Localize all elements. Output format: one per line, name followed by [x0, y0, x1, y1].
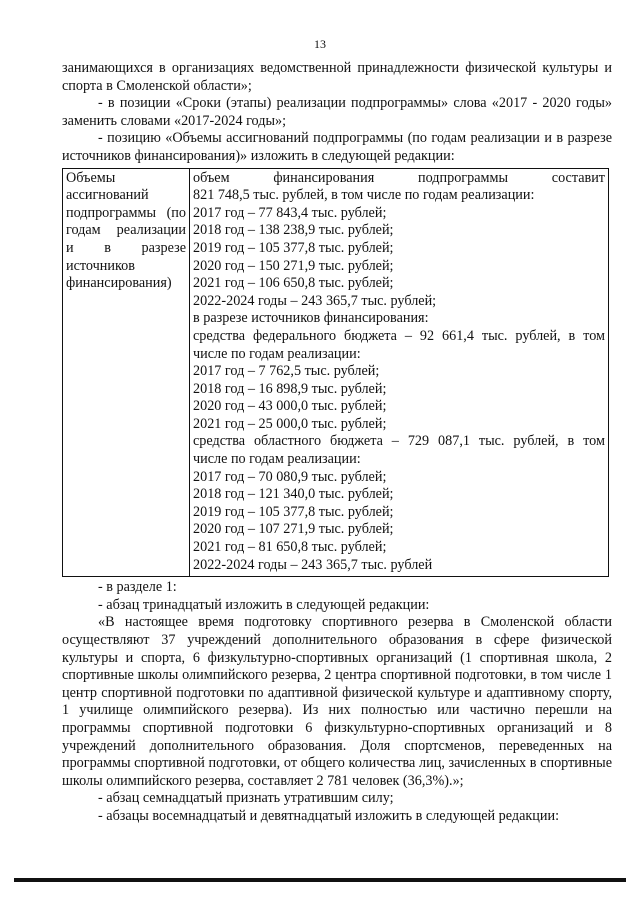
value-line: средства областного бюджета – 729 087,1 тыс. рублей, в том — [193, 433, 605, 450]
value-line: 2019 год – 105 377,8 тыс. рублей; — [193, 239, 394, 256]
value-line: 2020 год – 107 271,9 тыс. рублей; — [193, 521, 394, 538]
value-line: 2022-2024 годы – 243 365,7 тыс. рублей; — [193, 292, 437, 309]
funding-table-value-cell — [190, 168, 609, 577]
value-line: 2021 год – 25 000,0 тыс. рублей; — [193, 415, 387, 432]
paragraph-13-instruction: - абзац тринадцатый изложить в следующей редакции: — [98, 596, 430, 613]
value-line: средства федерального бюджета – 92 661,4 тыс. рублей, в том — [193, 327, 605, 344]
value-line: 2017 год – 77 843,4 тыс. рублей; — [193, 204, 387, 221]
funding-table-label-cell — [63, 168, 190, 577]
value-line: 2021 год – 81 650,8 тыс. рублей; — [193, 539, 387, 556]
value-line: 2017 год – 7 762,5 тыс. рублей; — [193, 363, 380, 380]
value-line: 2018 год – 16 898,9 тыс. рублей; — [193, 380, 387, 397]
value-line: 2018 год – 121 340,0 тыс. рублей; — [193, 486, 394, 503]
value-line: в разрезе источников финансирования: — [193, 310, 429, 327]
value-line: 2017 год – 70 080,9 тыс. рублей; — [193, 468, 387, 485]
value-line: 2021 год – 106 650,8 тыс. рублей; — [193, 275, 394, 292]
bottom-divider — [14, 878, 626, 882]
label-line: финансирования) — [66, 275, 172, 292]
intro-paragraph-1: занимающихся в организациях ведомственной принадлежности физической культуры и спорта в Смоленской области»; — [62, 60, 612, 94]
value-line: 2019 год – 105 377,8 тыс. рублей; — [193, 503, 394, 520]
value-line: 2022-2024 годы – 243 365,7 тыс. рублей — [193, 556, 433, 573]
label-line: и в разрезе — [66, 239, 186, 256]
section-line: - в разделе 1: — [98, 579, 177, 596]
value-line: числе по годам реализации: — [193, 345, 361, 362]
funding-table — [62, 168, 609, 578]
value-line: 2020 год – 43 000,0 тыс. рублей; — [193, 398, 387, 415]
value-line: числе по годам реализации: — [193, 451, 361, 468]
quoted-paragraph: «В настоящее время подготовку спортивного резерва в Смоленской области осуществляют 37 учреждений дополнительного образования в сфере физической культуры и спорта, 6 физкультурно-спортивных организаций (1 спортивная школа, 2 спортивные школы олимпийского резерва, 2 центра спортивной подготовки, в том числе 1 центр спортивной подготовки по адаптивной физической культуре и адаптивному спорту, 1 училище олимпийского резерва). Из них полностью или частично перешли на программы спортивной подготовки 6 физкультурно-спортивных организаций и 8 учреждений дополнительного образования. Доля спортсменов, переведенных на программы спортивной подготовки, от общего количества лиц, зачисленных в спортивные школы олимпийского резерва, составляет 2 781 человек (36,3%).»; — [62, 614, 612, 789]
value-line: объем финансирования подпрограммы составит — [193, 169, 605, 186]
label-line: ассигнований — [66, 187, 149, 204]
paragraph-17-instruction: - абзац семнадцатый признать утратившим силу; — [98, 790, 394, 807]
label-line: годам реализации — [66, 222, 186, 239]
page-number: 13 — [314, 37, 326, 51]
intro-paragraph-3: - позицию «Объемы ассигнований подпрограммы (по годам реализации и в разрезе источников финансирования)» изложить в следующей редакции: — [62, 130, 612, 164]
paragraph-18-19-instruction: - абзацы восемнадцатый и девятнадцатый изложить в следующей редакции: — [98, 807, 560, 824]
value-line: 821 748,5 тыс. рублей, в том числе по годам реализации: — [193, 187, 535, 204]
label-line: подпрограммы (по — [66, 204, 186, 221]
intro-paragraph-2: - в позиции «Сроки (этапы) реализации подпрограммы» слова «2017 - 2020 годы» заменить словами «2017-2024 годы»; — [62, 95, 612, 129]
value-line: 2020 год – 150 271,9 тыс. рублей; — [193, 257, 394, 274]
value-line: 2018 год – 138 238,9 тыс. рублей; — [193, 222, 394, 239]
label-line: источников — [66, 257, 135, 274]
label-line: Объемы — [66, 169, 116, 186]
document-body — [62, 60, 612, 826]
